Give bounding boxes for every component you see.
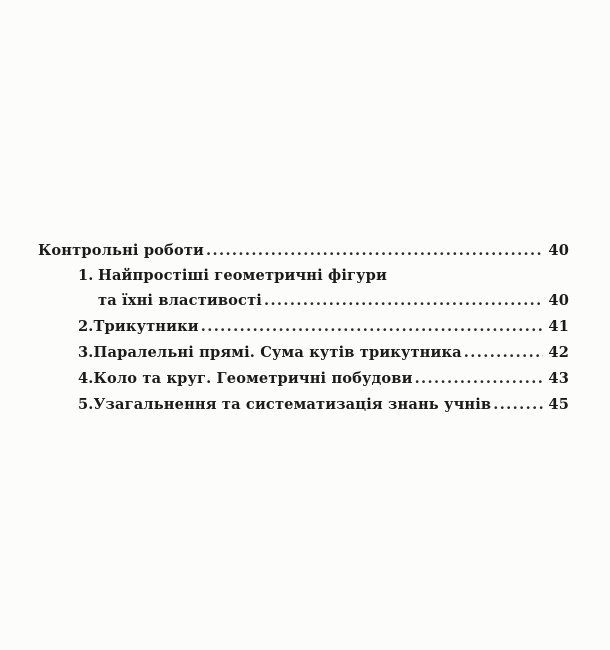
toc-entry-4[interactable]	[38, 366, 569, 392]
toc-entry-number: 2.	[78, 318, 94, 335]
toc-entry-title: Контрольні роботи	[38, 242, 204, 259]
toc-page-number: 42	[548, 344, 569, 361]
toc-entry-2[interactable]	[38, 314, 569, 340]
toc-entry-number: 5.	[78, 396, 94, 413]
toc-entry-title: Коло та круг. Геометричні побудови	[93, 370, 413, 387]
toc-page-number: 41	[548, 318, 569, 335]
leader-dots	[201, 314, 543, 340]
toc-entry-title: Узагальнення та систематизація знань учнів	[93, 396, 492, 413]
toc-page-number: 45	[548, 396, 569, 413]
table-of-contents	[38, 238, 569, 418]
toc-entry-title: Трикутники	[93, 318, 199, 335]
leader-dots	[415, 366, 543, 392]
toc-entry-title-continued: та їхні властивості	[98, 292, 262, 309]
toc-entry-1[interactable]	[38, 288, 569, 314]
toc-page-number: 40	[548, 292, 569, 309]
toc-entry-3[interactable]	[38, 340, 569, 366]
leader-dots	[264, 288, 543, 314]
toc-entry-number: 1.	[78, 267, 94, 284]
toc-page-number: 43	[548, 370, 569, 387]
toc-entry-title: Паралельні прямі. Сума кутів трикутника	[93, 344, 462, 361]
toc-entry-title: Найпростіші геометричні фігури	[98, 267, 387, 284]
leader-dots	[464, 340, 543, 366]
toc-entry-number: 3.	[78, 344, 94, 361]
toc-entry-number: 4.	[78, 370, 94, 387]
toc-entry-5[interactable]	[38, 392, 569, 418]
leader-dots	[206, 238, 543, 264]
toc-entry-main[interactable]	[38, 238, 569, 264]
toc-entry-1-first-line[interactable]	[38, 264, 569, 288]
leader-dots	[493, 392, 543, 418]
toc-page-number: 40	[548, 242, 569, 259]
